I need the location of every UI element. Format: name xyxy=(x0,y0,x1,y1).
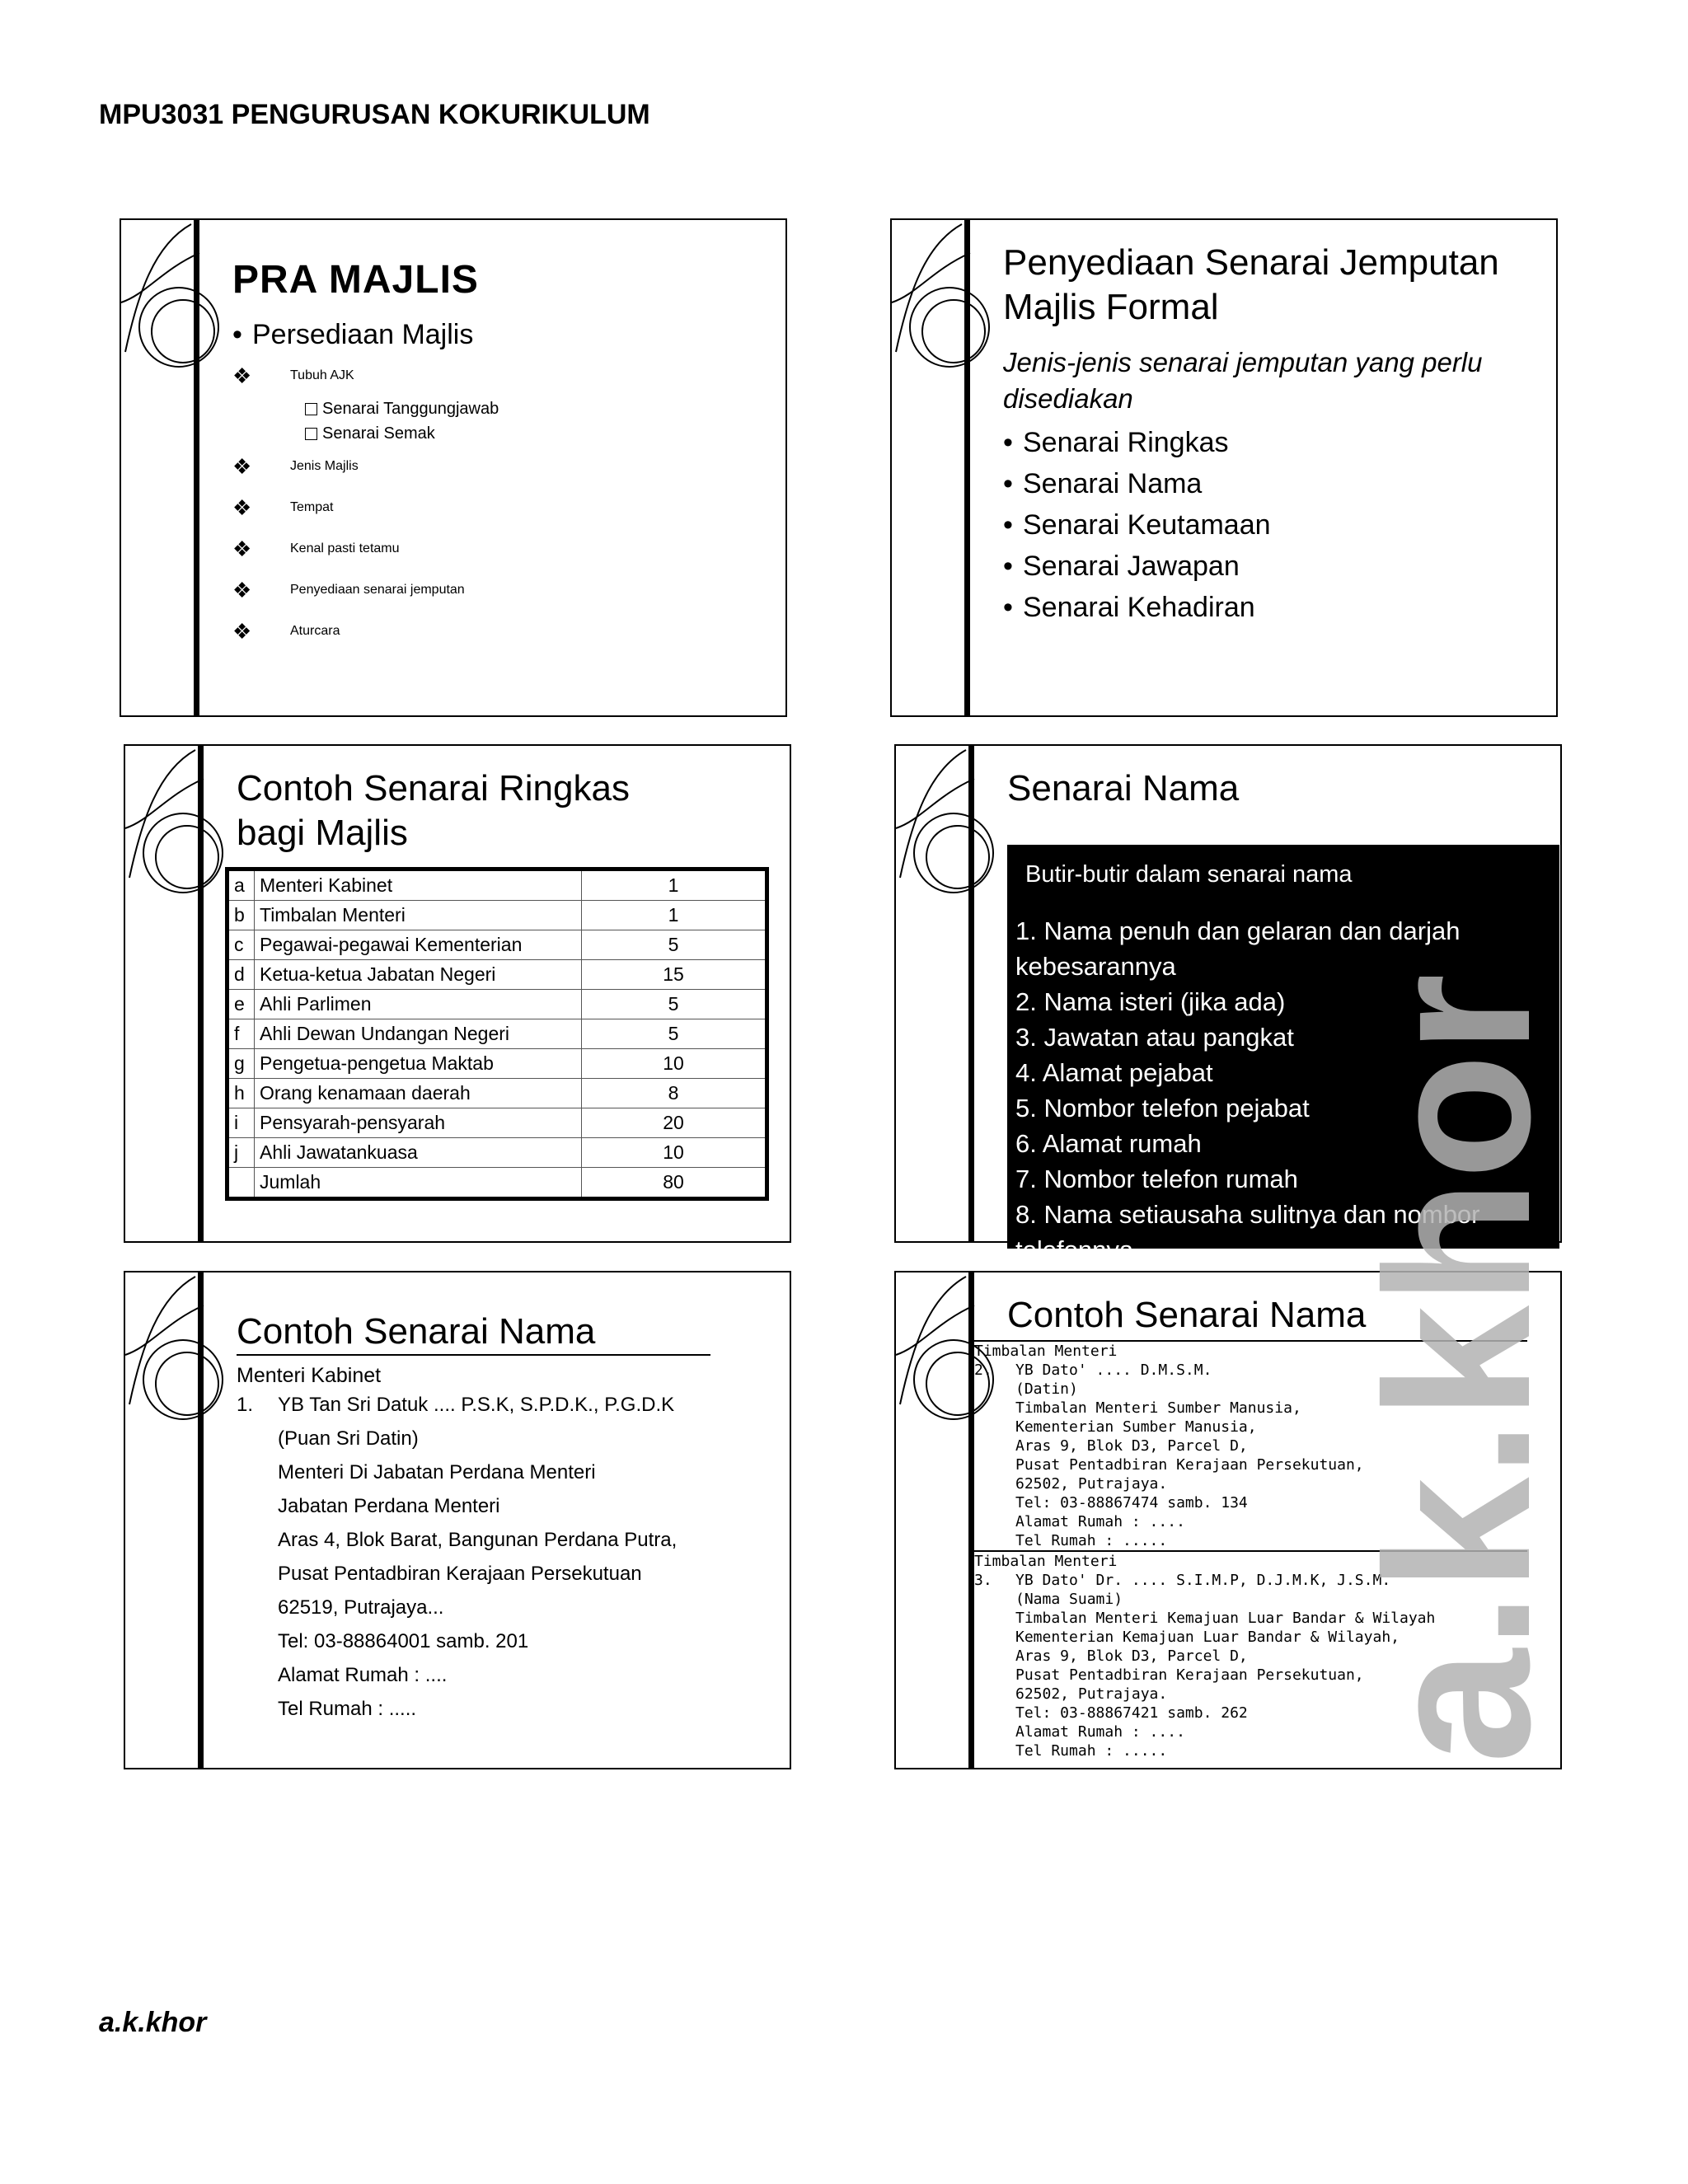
list-item: 7. Nombor telefon rumah xyxy=(1015,1165,1298,1193)
slide-contoh-senarai-nama-1 xyxy=(124,1271,791,1769)
entry-line: Tel Rumah : ..... xyxy=(1015,1532,1168,1549)
entry-line: Menteri Di Jabatan Perdana Menteri xyxy=(278,1461,596,1483)
item-label: Senarai Keutamaan xyxy=(1023,509,1271,541)
table-cell-count: 80 xyxy=(582,1168,767,1199)
entry-line: Aras 9, Blok D3, Parcel D, xyxy=(1015,1647,1248,1665)
slide-title: Senarai Nama xyxy=(1007,768,1240,808)
list-item xyxy=(232,611,769,652)
table-row xyxy=(227,960,767,990)
item-label: Senarai Nama xyxy=(1023,467,1203,499)
entry-lines xyxy=(1015,1361,1364,1550)
slide-bar xyxy=(968,746,974,1241)
entry-number: 1. xyxy=(237,1394,254,1416)
item-label: Senarai Ringkas xyxy=(1023,426,1229,458)
table-cell-name: Jumlah xyxy=(255,1168,582,1199)
bullet-icon: • xyxy=(1003,426,1013,458)
table-cell-code: b xyxy=(227,901,255,930)
table-cell-count: 1 xyxy=(582,869,767,901)
entry-line: YB Dato' .... D.M.S.M. xyxy=(1015,1361,1212,1379)
item-label: Tubuh AJK xyxy=(290,368,354,382)
list-item xyxy=(232,487,769,528)
entry-line: 62519, Putrajaya... xyxy=(278,1596,444,1619)
sub-item xyxy=(305,396,769,421)
diamond-bullet-icon: ❖ xyxy=(232,577,252,602)
table-cell-code: j xyxy=(227,1138,255,1168)
entry-line: Tel Rumah : ..... xyxy=(278,1698,417,1720)
entry-number: 2. xyxy=(974,1361,992,1379)
table-row xyxy=(227,869,767,901)
list-item: 3. Jawatan atau pangkat xyxy=(1015,1023,1294,1052)
entry-line: Jabatan Perdana Menteri xyxy=(278,1495,500,1517)
table-row xyxy=(227,1019,767,1049)
table-cell-count: 10 xyxy=(582,1049,767,1079)
entry-line: 62502, Putrajaya. xyxy=(1015,1685,1168,1703)
entry-lines xyxy=(278,1388,677,1726)
name-entry xyxy=(237,1388,773,1726)
entry-line: Aras 9, Blok D3, Parcel D, xyxy=(1015,1437,1248,1455)
item-label: Senarai Kehadiran xyxy=(1023,591,1255,623)
category-label: Timbalan Menteri xyxy=(974,1553,1118,1570)
table-cell-code xyxy=(227,1168,255,1199)
entry-line: Pusat Pentadbiran Kerajaan Persekutuan, xyxy=(1015,1666,1364,1684)
table-cell-code: d xyxy=(227,960,255,990)
list-item: 8. Nama setiausaha sulitnya dan nombor telefonnya xyxy=(1015,1200,1480,1264)
list-item: 4. Alamat pejabat xyxy=(1015,1058,1213,1087)
item-label: Jenis Majlis xyxy=(290,459,359,473)
table-row xyxy=(227,1168,767,1199)
slide-title: Contoh Senarai Nama xyxy=(1007,1295,1367,1335)
table-cell-count: 10 xyxy=(582,1138,767,1168)
table-cell-count: 8 xyxy=(582,1079,767,1108)
item-label: Tempat xyxy=(290,500,334,514)
diamond-bullet-icon: ❖ xyxy=(232,618,252,644)
slide-bar xyxy=(968,1272,974,1768)
table-cell-code: g xyxy=(227,1049,255,1079)
table-row xyxy=(227,901,767,930)
item-label: Kenal pasti tetamu xyxy=(290,541,400,555)
table-cell-code: h xyxy=(227,1079,255,1108)
table-cell-name: Ahli Jawatankuasa xyxy=(255,1138,582,1168)
summary-table xyxy=(225,867,769,1201)
bullet-icon: • xyxy=(1003,591,1013,623)
bullet-icon: • xyxy=(1003,550,1013,582)
slide-title-line2: bagi Majlis xyxy=(237,813,408,853)
bullet-icon: • xyxy=(232,318,242,350)
sub-item xyxy=(305,421,769,446)
entry-line: Tel: 03-88867421 samb. 262 xyxy=(1015,1704,1248,1722)
sub-item-label: Senarai Tanggungjawab xyxy=(322,399,499,418)
table-row xyxy=(227,990,767,1019)
diamond-bullet-icon: ❖ xyxy=(232,536,252,561)
table-cell-code: a xyxy=(227,869,255,901)
list-item xyxy=(1003,463,1540,504)
slide-title: Contoh Senarai Nama xyxy=(237,1311,596,1352)
list-item xyxy=(1003,422,1540,463)
slide-title-line1: Contoh Senarai Ringkas xyxy=(237,768,630,808)
diamond-bullet-icon: ❖ xyxy=(232,453,252,479)
entry-line: Aras 4, Blok Barat, Bangunan Perdana Putra, xyxy=(278,1529,678,1551)
table-cell-count: 5 xyxy=(582,1019,767,1049)
entry-line: Pusat Pentadbiran Kerajaan Persekutuan, xyxy=(1015,1456,1364,1474)
entry-line: YB Dato' Dr. .... S.I.M.P, D.J.M.K, J.S.M. xyxy=(1015,1572,1391,1589)
entry-line: YB Tan Sri Datuk .... P.S.K, S.P.D.K., P.G.D.K xyxy=(278,1394,675,1416)
document-header: MPU3031 PENGURUSAN KOKURIKULUM xyxy=(99,99,650,130)
table-row xyxy=(227,930,767,960)
list-item xyxy=(232,446,769,487)
entry-line: Tel Rumah : ..... xyxy=(1015,1742,1168,1760)
entry-line: (Puan Sri Datin) xyxy=(278,1427,419,1450)
item-label: Aturcara xyxy=(290,624,340,638)
slide-pra-majlis xyxy=(120,218,787,717)
title-underline xyxy=(237,1354,710,1356)
checkbox-icon xyxy=(305,403,317,415)
table-cell-code: e xyxy=(227,990,255,1019)
entry-number: 3. xyxy=(974,1572,992,1589)
table-cell-count: 15 xyxy=(582,960,767,990)
slide-senarai-ringkas xyxy=(124,744,791,1243)
entry-line: Alamat Rumah : .... xyxy=(278,1664,448,1686)
table-cell-count: 1 xyxy=(582,901,767,930)
entry-line: Kementerian Sumber Manusia, xyxy=(1015,1418,1257,1436)
main-bullet-label: Persediaan Majlis xyxy=(252,318,474,350)
sub-item-label: Senarai Semak xyxy=(322,424,435,443)
table-cell-name: Ketua-ketua Jabatan Negeri xyxy=(255,960,582,990)
table-cell-name: Ahli Parlimen xyxy=(255,990,582,1019)
table-cell-count: 5 xyxy=(582,990,767,1019)
list-item xyxy=(232,355,769,396)
document-footer: a.k.khor xyxy=(99,2007,207,2038)
slide-title-line2: Majlis Formal xyxy=(1003,287,1219,327)
table-row xyxy=(227,1138,767,1168)
table-cell-name: Orang kenamaan daerah xyxy=(255,1079,582,1108)
item-label: Senarai Jawapan xyxy=(1023,550,1240,582)
main-bullet xyxy=(232,314,769,355)
entry-line: Timbalan Menteri Kemajuan Luar Bandar & Wilayah xyxy=(1015,1610,1436,1627)
entry-line: Timbalan Menteri Sumber Manusia, xyxy=(1015,1399,1301,1417)
entry-line: Tel: 03-88867474 samb. 134 xyxy=(1015,1494,1248,1511)
table-cell-name: Pegawai-pegawai Kementerian xyxy=(255,930,582,960)
entry-line: Alamat Rumah : .... xyxy=(1015,1513,1185,1530)
table-cell-name: Pengetua-pengetua Maktab xyxy=(255,1049,582,1079)
slide-bar xyxy=(198,1272,204,1768)
table-cell-name: Menteri Kabinet xyxy=(255,869,582,901)
list-item: 1. Nama penuh dan gelaran dan darjah kebesarannya xyxy=(1015,916,1461,981)
entry-line: (Nama Suami) xyxy=(1015,1591,1123,1608)
watermark-text: a.k.khor xyxy=(1343,973,1573,1764)
slide-bar xyxy=(194,220,199,715)
watermark xyxy=(1343,527,1582,1764)
entry-line: Alamat Rumah : .... xyxy=(1015,1723,1185,1741)
slide-title-line1: Penyediaan Senarai Jemputan xyxy=(1003,242,1499,283)
table-cell-code: i xyxy=(227,1108,255,1138)
table-cell-name: Ahli Dewan Undangan Negeri xyxy=(255,1019,582,1049)
table-row xyxy=(227,1049,767,1079)
table-cell-count: 20 xyxy=(582,1108,767,1138)
list-item xyxy=(232,528,769,569)
checkbox-icon xyxy=(305,428,317,440)
list-item xyxy=(232,569,769,611)
entry-line: (Datin) xyxy=(1015,1380,1078,1398)
category-label: Timbalan Menteri xyxy=(974,1343,1118,1360)
table-row xyxy=(227,1079,767,1108)
table-row xyxy=(227,1108,767,1138)
table-cell-name: Pensyarah-pensyarah xyxy=(255,1108,582,1138)
list-item: 6. Alamat rumah xyxy=(1015,1129,1202,1158)
table-cell-count: 5 xyxy=(582,930,767,960)
table-cell-name: Timbalan Menteri xyxy=(255,901,582,930)
list-item: 2. Nama isteri (jika ada) xyxy=(1015,987,1286,1016)
item-label: Penyediaan senarai jemputan xyxy=(290,583,465,597)
slide-bar xyxy=(198,746,204,1241)
table-cell-code: c xyxy=(227,930,255,960)
diamond-bullet-icon: ❖ xyxy=(232,363,252,388)
entry-line: Tel: 03-88864001 samb. 201 xyxy=(278,1630,529,1652)
slide-intro: Jenis-jenis senarai jemputan yang perlu disediakan xyxy=(1003,347,1483,414)
bullet-icon: • xyxy=(1003,467,1013,499)
slide-bar xyxy=(964,220,970,715)
list-item: 5. Nombor telefon pejabat xyxy=(1015,1094,1310,1122)
diamond-bullet-icon: ❖ xyxy=(232,494,252,520)
bullet-icon: • xyxy=(1003,509,1013,541)
slide-title: PRA MAJLIS xyxy=(232,258,479,302)
table-cell-code: f xyxy=(227,1019,255,1049)
category-label: Menteri Kabinet xyxy=(237,1364,382,1387)
entry-line: Pusat Pentadbiran Kerajaan Persekutuan xyxy=(278,1563,642,1585)
entry-line: Kementerian Kemajuan Luar Bandar & Wilayah, xyxy=(1015,1629,1400,1646)
entry-line: 62502, Putrajaya. xyxy=(1015,1475,1168,1493)
details-heading: Butir-butir dalam senarai nama xyxy=(1025,861,1353,888)
